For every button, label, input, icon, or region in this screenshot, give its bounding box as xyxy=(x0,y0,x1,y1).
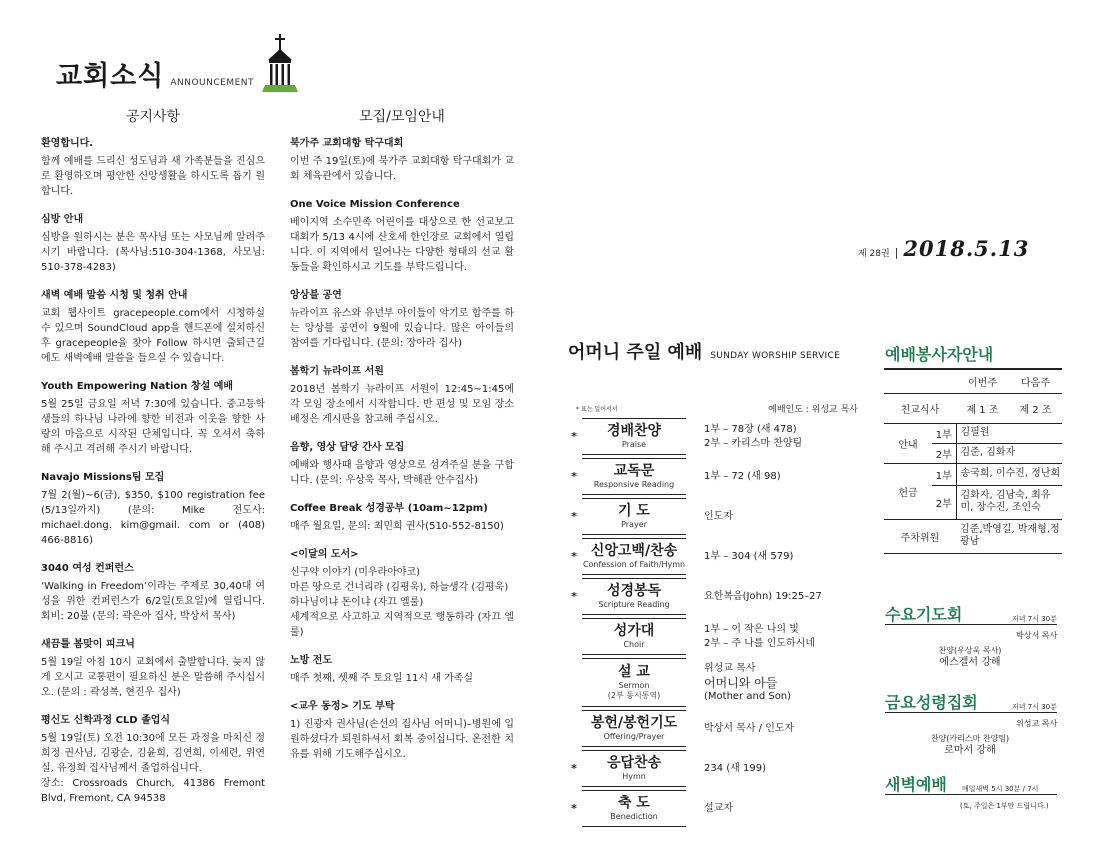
order-item-korean: 봉헌/봉헌기도 xyxy=(590,715,678,731)
order-detail-line-1: 1부 – 이 작은 나의 빛 xyxy=(704,623,799,635)
meeting-item-body: 뉴라이프 유스와 유년부 아이들이 악기로 합주를 하는 앙상블 공연이 9월에 있습니다. 많은 아이들의 참여를 기다립니다. (문의: 장아라 집사) xyxy=(290,308,514,349)
announcement-item-body: 교회 웹사이트 gracepeople.com에서 시청하실 수 있으며 SoundCloud app을 핸드폰에 설치하신 후 gracepeople을 찾아 Follow 하시면 출퇴근길에도 새벽예배 말씀을 들으실 수 있습니다. xyxy=(41,308,265,364)
announcement-item-title: 3040 여성 컨퍼런스 xyxy=(41,563,134,574)
order-item-korean: 경배찬양 xyxy=(606,423,662,439)
standing-marker: * xyxy=(571,590,577,603)
wednesday-speaker: 박상서 목사 xyxy=(1016,631,1058,640)
servers-row-greeter xyxy=(884,393,1062,423)
announcement-item-body: 심방을 원하시는 분은 목사님 또는 사모님께 알려주시기 바랍니다. (목사님:510-304-1368, 사모님: 510-378-4283) xyxy=(41,232,265,273)
greeter-next: 제 2 조 xyxy=(1009,393,1062,423)
order-item-english: Prayer xyxy=(621,520,647,529)
order-item-english: Hymn xyxy=(622,772,646,781)
announcement-item xyxy=(41,470,265,548)
standing-marker: * xyxy=(571,762,577,775)
issue-line xyxy=(858,236,1029,261)
standing-marker: * xyxy=(571,550,577,563)
order-item-detail xyxy=(686,619,858,655)
worship-order-row xyxy=(566,619,858,655)
meeting-item xyxy=(290,197,514,275)
order-detail-line-1: 234 (새 199) xyxy=(704,762,766,774)
announcement-item-body: 5월 19일 아침 10시 교회에서 출발합니다. 늦지 않게 오시고 교통편이 필요하신 분은 말씀해 주시십시오. (문의 : 곽성복, 현진우 집사) xyxy=(41,657,265,698)
meeting-item xyxy=(290,653,514,686)
announcement-item-title: Youth Empowering Nation 창설 예배 xyxy=(41,381,234,392)
announcements-heading: 공지사항 xyxy=(125,109,181,125)
standing-marker xyxy=(566,711,582,747)
announcement-item-title: 새끔틀 봄맞이 피크닉 xyxy=(41,639,135,650)
worship-order-row xyxy=(566,711,858,747)
order-item-name xyxy=(582,751,686,787)
standing-marker: * xyxy=(571,802,577,815)
announcement-item-title: 새벽 예배 말씀 시청 및 청취 안내 xyxy=(41,290,188,301)
meeting-item-body: 이번 주 19일(토)에 북가주 교회대항 탁구대회가 교회 체육관에서 있습니다. xyxy=(290,156,514,182)
announcement-item xyxy=(41,713,265,806)
section-header xyxy=(56,54,254,94)
worship-title-text: 어머니 주일 예배 xyxy=(568,342,703,363)
meeting-item xyxy=(290,440,514,488)
worship-order-row xyxy=(566,751,858,787)
offering-value-2: 김화자, 김남숙, 최유미, 장수진, 조인숙 xyxy=(956,485,1062,519)
worship-order-row xyxy=(566,539,858,575)
guide-value-1: 김필원 xyxy=(956,423,1062,443)
issue-volume: 제 28권 xyxy=(858,249,890,259)
meeting-item xyxy=(290,501,514,534)
meeting-item-body: 매주 월요일, 문의: 최민희 권사(510-552-8150) xyxy=(290,521,504,532)
meeting-item-title: 앙상블 공연 xyxy=(290,290,342,301)
wednesday-time: 저녁 7시 30분 xyxy=(1012,615,1057,623)
meetings-column xyxy=(290,136,514,775)
friday-line-1: 찬양(카리스마 찬양팀) xyxy=(930,734,1010,743)
order-item-english: Praise xyxy=(621,440,647,449)
friday-time: 저녁 7시 30분 xyxy=(1012,703,1057,711)
order-detail-line-1: 1부 – 304 (새 579) xyxy=(704,550,794,562)
greeter-label: 친교식사 xyxy=(884,393,956,423)
friday-speaker: 위성교 목사 xyxy=(1016,719,1058,728)
friday-line-2: 로마서 강해 xyxy=(944,745,996,756)
dawn-note: (토, 주일은 1부만 드립니다.) xyxy=(960,802,1049,810)
announcement-item-body: ‘Walking in Freedom’이라는 주제로 30,40대 여성을 위한 컨퍼런스가 6/2일(토요일)에 열립니다. 회비: 20불 (문의: 곽은아 집사, 박상서 목사) xyxy=(41,581,265,622)
servers-col-next: 다음주 xyxy=(1009,369,1062,393)
worship-order-row xyxy=(566,459,858,495)
worship-title xyxy=(568,338,840,364)
order-item-english: Choir xyxy=(623,640,645,649)
meeting-item-title: <이달의 도서> xyxy=(290,549,359,560)
order-item-korean: 성가대 xyxy=(613,623,655,639)
friday-title: 금요성령집회 xyxy=(885,693,978,712)
servers-row-offering-1 xyxy=(884,463,1062,485)
order-item-korean: 신앙고백/찬송 xyxy=(590,543,678,559)
order-detail-line-2: 2부 – 주 나를 인도하시네 xyxy=(704,637,816,649)
meeting-item-title: 음향, 영상 담당 간사 모집 xyxy=(290,442,405,453)
order-item-english: Responsive Reading xyxy=(593,480,675,489)
offering-value-1: 송국희, 이수진, 정난희 xyxy=(956,463,1062,485)
order-item-detail xyxy=(686,459,858,495)
order-item-english: Scripture Reading xyxy=(598,600,670,609)
order-detail-line-1: 요한복음(John) 19:25–27 xyxy=(704,590,822,602)
meeting-item xyxy=(290,364,514,427)
parking-label: 주차위원 xyxy=(884,519,956,553)
order-item-detail xyxy=(686,751,858,787)
worship-subtitle: SUNDAY WORSHIP SERVICE xyxy=(710,351,841,361)
meeting-item-body: 신구약 이야기 (미우라아야코) 마른 땅으로 건너리라 (김평욱), 하늘생각 (김평욱) 하나님이냐 돈이냐 (자끄 엘룰) 세계적으로 사고하고 지역적으로 행동하라 (자끄 엘룰) xyxy=(290,567,514,638)
servers-row-parking xyxy=(884,519,1062,553)
order-item-detail xyxy=(686,539,858,575)
order-item-english: Benediction xyxy=(610,812,658,821)
order-item-korean: 기 도 xyxy=(618,503,650,519)
order-item-name xyxy=(582,791,686,827)
order-item-korean: 축 도 xyxy=(618,795,650,811)
meeting-item-title: Coffee Break 성경공부 (10am~12pm) xyxy=(290,503,488,514)
meeting-item-title: One Voice Mission Conference xyxy=(290,199,460,210)
announcement-item xyxy=(41,561,265,624)
order-item-name xyxy=(582,459,686,495)
page-subtitle: ANNOUNCEMENT xyxy=(170,78,255,88)
order-item-detail xyxy=(686,419,858,455)
dawn-title: 새벽예배 xyxy=(885,775,947,794)
announcement-item-title: Navajo Missions팀 모집 xyxy=(41,472,165,483)
meeting-item-title: 북가주 교회대항 탁구대회 xyxy=(290,138,404,149)
guide-session-1: 1부 xyxy=(932,423,956,443)
dawn-divider xyxy=(885,794,1057,795)
order-item-name xyxy=(582,619,686,655)
page-title: 교회소식 xyxy=(56,61,165,92)
announcement-item-title: 환영합니다. xyxy=(41,138,94,149)
meeting-item-body: 예배와 행사때 음향과 영상으로 섬겨주실 분을 구합니다. (문의: 우상욱 목사, 박해관 안수집사) xyxy=(290,460,514,486)
order-detail-line-1: 1부 – 78장 (새 478) xyxy=(704,423,797,435)
servers-col-this: 이번주 xyxy=(956,369,1009,393)
wednesday-divider xyxy=(885,624,1057,625)
meetings-heading: 모집/모임안내 xyxy=(359,109,445,125)
announcement-item-body: 5월 25일 금요일 저녁 7:30에 있습니다. 중고등학생들의 하나님 나라에 향한 비전과 이웃을 향한 사랑의 마음으로 시작된 단체입니다. 꼭 오셔서 축하해 주시고 격려해 주시기 바랍니다. xyxy=(41,399,265,455)
meeting-item xyxy=(290,547,514,640)
order-item-korean: 응답찬송 xyxy=(606,755,662,771)
worship-order-row xyxy=(566,791,858,827)
order-item-detail xyxy=(686,711,858,747)
servers-header-row xyxy=(884,369,1062,393)
order-item-note: (2부 동시통역) xyxy=(607,691,661,700)
worship-order-row xyxy=(566,659,858,707)
wednesday-line-2: 에스겔서 강해 xyxy=(939,657,1001,668)
order-detail-line-1: 1부 – 72 (새 98) xyxy=(704,470,781,482)
worship-leader: 예배인도 : 위성교 목사 xyxy=(768,405,858,415)
servers-table xyxy=(884,368,1062,554)
order-item-korean: 성경봉독 xyxy=(606,583,662,599)
order-item-name xyxy=(582,659,686,707)
order-detail-line-1: 인도자 xyxy=(704,510,733,522)
servers-row-guide-1 xyxy=(884,423,1062,443)
order-item-name xyxy=(582,539,686,575)
standing-marker: * xyxy=(571,430,577,443)
meeting-item xyxy=(290,699,514,762)
meeting-item-title: 노방 전도 xyxy=(290,655,333,666)
wednesday-line-1: 찬양(우상욱 목사) xyxy=(938,646,1002,655)
announcement-item-body: 7월 2(월)~6(금), $350, $100 registration fee (5/13일까지) (문의: Mike 전도사: michael.dong. kim@gmail. com or (408) 466-8816) xyxy=(41,490,265,546)
announcement-item xyxy=(41,136,265,199)
order-item-detail xyxy=(686,659,858,707)
announcement-item xyxy=(41,288,265,366)
standing-marker xyxy=(566,619,582,655)
meeting-item-body: 베이지역 소수민족 어린이를 대상으로 한 선교보고대회가 5/13 4시에 산호세 한인장로 교회에서 열립니다. 이 지역에서 일어나는 다양한 형태의 선교 활동들을 확인하시고 기도를 부탁드립니다. xyxy=(290,217,514,273)
order-item-name xyxy=(582,419,686,455)
offering-label: 헌금 xyxy=(884,463,932,519)
order-detail-line-2: 2부 – 카리스마 찬양팀 xyxy=(704,437,803,449)
order-detail-line-1: 위성교 목사 xyxy=(704,662,756,674)
order-item-detail xyxy=(686,579,858,615)
order-detail-line-1: 박상서 목사 / 인도자 xyxy=(704,722,795,734)
worship-order-row xyxy=(566,499,858,535)
church-icon xyxy=(262,34,298,92)
worship-order-row xyxy=(566,579,858,615)
order-item-name xyxy=(582,579,686,615)
meeting-item-body: 2018년 봄학기 뉴라이프 서원이 12:45~1:45에 각 모임 장소에서 시작합니다. 반 편성 및 모임 장소 배정은 게시판을 참고해 주십시오. xyxy=(290,384,514,425)
announcement-item-title: 평신도 신학과정 CLD 졸업식 xyxy=(41,715,171,726)
meeting-item xyxy=(290,136,514,184)
meeting-item xyxy=(290,288,514,351)
standing-marker: * xyxy=(571,470,577,483)
announcement-item-title: 심방 안내 xyxy=(41,214,84,225)
order-detail-line-3: (Mother and Son) xyxy=(704,690,792,702)
worship-order-row xyxy=(566,419,858,455)
order-item-detail xyxy=(686,791,858,827)
announcements-column xyxy=(41,136,265,819)
order-item-korean: 교독문 xyxy=(613,463,655,479)
offering-session-2: 2부 xyxy=(932,485,956,519)
announcement-item-body: 5월 19일(토) 오전 10:30에 모든 과정을 마치신 정희정 권사님, 김광순, 김윤희, 김연희, 이세련, 위연실, 유정희 집사님께서 졸업하십니다. 장소: Crossroads Church, 41386 Fremont Blvd, Fremont, CA 94538 xyxy=(41,733,265,804)
announcement-item-body: 함께 예배를 드리신 성도님과 새 가족분들을 진심으로 환영하오며 평안한 신앙생활을 하시도록 돕기 원합니다. xyxy=(41,156,265,197)
wednesday-title: 수요기도회 xyxy=(885,605,963,624)
order-item-name xyxy=(582,499,686,535)
standing-note: * 표는 일어서서 xyxy=(576,406,618,413)
meeting-item-title: 봄학기 뉴라이프 서원 xyxy=(290,366,384,377)
greeter-this: 제 1 조 xyxy=(956,393,1009,423)
order-item-english: Offering/Prayer xyxy=(603,732,665,741)
worship-order-table xyxy=(566,418,858,827)
order-item-detail xyxy=(686,499,858,535)
dawn-time: 매일새벽 5시 30분 / 7시 xyxy=(962,785,1039,793)
issue-date: 2018.5.13 xyxy=(903,236,1030,261)
order-item-english: Confession of Faith/Hymn xyxy=(582,560,686,569)
guide-value-2: 김준, 김화자 xyxy=(956,443,1062,463)
order-detail-line-2: 어머니와 아들 xyxy=(704,675,778,690)
standing-marker xyxy=(566,659,582,707)
servers-title: 예배봉사자안내 xyxy=(885,345,994,364)
standing-marker: * xyxy=(571,510,577,523)
guide-session-2: 2부 xyxy=(932,443,956,463)
announcement-item xyxy=(41,379,265,457)
meeting-item-body: 1) 진광자 권사님(손선의 집사님 어머니)–병원에 입원하셨다가 퇴원하셔서 회복 중이십니다. 온전한 치유를 위해 기도해주십시오. xyxy=(290,719,514,760)
meeting-item-title: <교우 동정> 기도 부탁 xyxy=(290,701,395,712)
parking-value: 김준,박영길, 박재형,정광남 xyxy=(956,519,1062,553)
order-item-name xyxy=(582,711,686,747)
meeting-item-body: 매주 첫째, 셋째 주 토요일 11시 새 가족실 xyxy=(290,673,474,684)
issue-separator: | xyxy=(894,246,899,259)
announcement-item xyxy=(41,637,265,700)
order-detail-line-1: 설교자 xyxy=(704,802,733,814)
offering-session-1: 1부 xyxy=(932,463,956,485)
guide-label: 안내 xyxy=(884,423,932,463)
announcement-item xyxy=(41,212,265,275)
friday-divider xyxy=(885,712,1057,713)
order-item-korean: 설 교 xyxy=(618,664,650,680)
order-item-english: Sermon xyxy=(618,681,650,690)
